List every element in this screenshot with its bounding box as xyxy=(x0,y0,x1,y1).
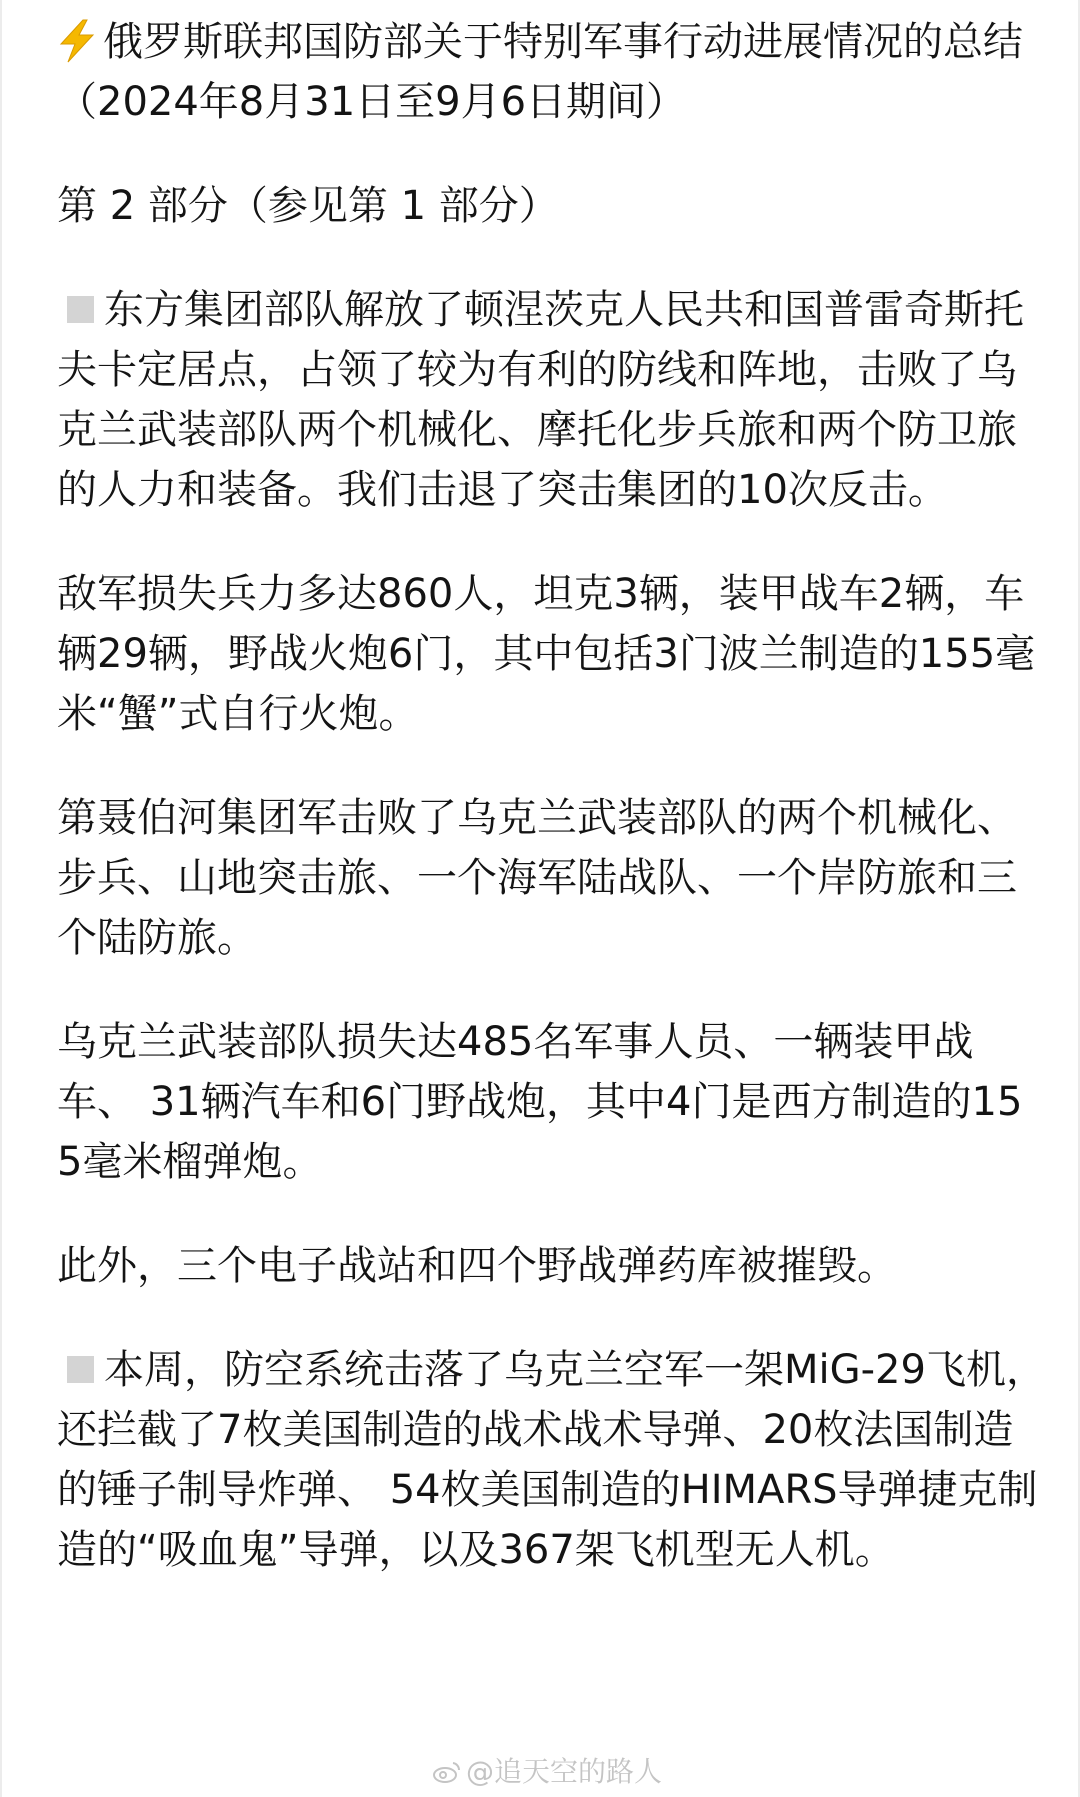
east-group-paragraph xyxy=(57,280,1047,520)
spacer xyxy=(57,744,1047,788)
spacer xyxy=(57,236,1047,280)
dnieper-group-paragraph: 第聂伯河集团军击败了乌克兰武装部队的两个机械化、步兵、山地突击旅、一个海军陆战队、一个岸防旅和三个陆防旅。 xyxy=(57,795,1017,961)
spacer xyxy=(57,1296,1047,1340)
extra-paragraph: 此外，三个电子战站和四个野战弹药库被摧毁。 xyxy=(57,1243,897,1289)
weibo-logo-icon xyxy=(432,1760,462,1784)
title-text: 俄罗斯联邦国防部关于特别军事行动进展情况的总结（2024年8月31日至9月6日期间） xyxy=(57,19,1023,125)
post-content xyxy=(57,12,1047,1580)
post-title xyxy=(57,12,1047,132)
spacer xyxy=(57,132,1047,176)
part-label: 第 2 部分（参见第 1 部分） xyxy=(57,183,559,229)
air-defense-text: 本周，防空系统击落了乌克兰空军一架MiG-29飞机，还拦截了7枚美国制造的战术战术导弹、20枚法国制造的锤子制导炸弹、 54枚美国制造的HIMARS导弹捷克制造的“吸血鬼”导弹，以及367架飞机型无人机。 xyxy=(57,1347,1046,1573)
weibo-watermark xyxy=(432,1752,662,1792)
air-defense-paragraph xyxy=(57,1340,1047,1580)
east-group-text: 东方集团部队解放了顿涅茨克人民共和国普雷奇斯托夫卡定居点，占领了较为有利的防线和阵地，击败了乌克兰武装部队两个机械化、摩托化步兵旅和两个防卫旅的人力和装备。我们击退了突击集团的10次反击。 xyxy=(57,287,1024,513)
east-losses-paragraph: 敌军损失兵力多达860人，坦克3辆，装甲战车2辆，车辆29辆，野战火炮6门，其中包括3门波兰制造的155毫米“蟹”式自行火炮。 xyxy=(57,571,1036,737)
spacer xyxy=(57,520,1047,564)
high-voltage-icon xyxy=(57,19,97,63)
dnieper-losses-paragraph: 乌克兰武装部队损失达485名军事人员、一辆装甲战车、 31辆汽车和6门野战炮，其中4门是西方制造的155毫米榴弹炮。 xyxy=(57,1019,1023,1185)
white-square-icon xyxy=(67,1356,94,1383)
watermark-text: @追天空的路人 xyxy=(466,1755,663,1788)
white-square-icon xyxy=(67,296,94,323)
spacer xyxy=(57,1192,1047,1236)
spacer xyxy=(57,968,1047,1012)
